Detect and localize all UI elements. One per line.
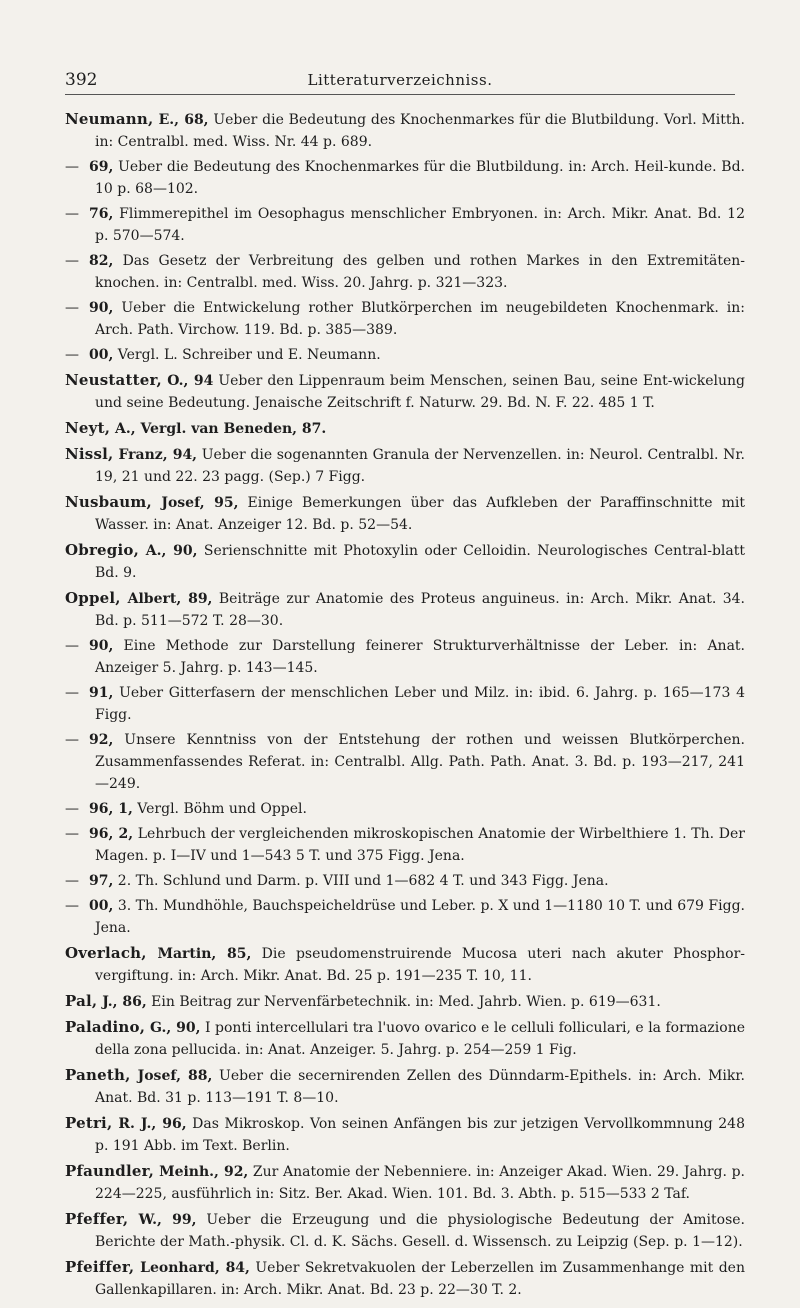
entry-text: I ponti intercellulari tra l'uovo ovarico e le celluli folliculari, e la formazione della zona pellucida. in: Anat. Anzeiger. 5. Jahrg. p. 254—259 1 Fig. [95,1020,746,1058]
entry-year: 76, [89,206,114,222]
bibliography-entry [65,942,745,987]
same-author-dash: — [65,801,79,817]
entry-text: Lehrbuch der vergleichenden mikroskopischen Anatomie der Wirbelthiere 1. Th. Der Magen. p. I—IV und 1—543 5 T. und 375 Figg. Jena. [95,826,745,864]
running-title: Litteraturverzeichniss. [307,71,493,89]
same-author-dash: — [65,206,79,222]
entry-text: Vergl. L. Schreiber und E. Neumann. [113,347,381,363]
entry-year: Albert, 89, [120,591,213,607]
entry-text: Vergl. Böhm und Oppel. [132,801,307,817]
entry-year: 91, [89,685,114,701]
entry-text: Einige Bemerkungen über das Aufkleben der Paraffinschnitte mit Wasser. in: Anat. Anzeiger 12. Bd. p. 52—54. [95,495,745,533]
entry-author: Neyt, [65,419,111,437]
entry-text: Ein Beitrag zur Nervenfärbetechnik. in: Med. Jahrb. Wien. p. 619—631. [146,994,661,1010]
page-header [65,70,735,95]
bibliography-entry [65,369,745,414]
entry-year: Franz, 94, [113,447,198,463]
entry-year: 97, [89,873,114,889]
entry-text: Ueber die Bedeutung des Knochenmarkes für die Blutbildung. in: Arch. Heil-kunde. Bd. 10 p. 68—102. [95,159,745,197]
bibliography-entry [65,823,745,867]
bibliography-entry [65,1160,745,1205]
bibliography-entry [65,729,745,795]
entry-year: 92, [89,732,114,748]
entry-author: Oppel, [65,589,121,607]
entry-text: Ueber die Entwickelung rother Blutkörperchen im neugebildeten Knochenmark. in: Arch. Path. Virchow. 119. Bd. p. 385—389. [95,300,745,338]
entry-text: Ueber die Bedeutung des Knochenmarkes für die Blutbildung. Vorl. Mitth. in: Centralbl. med. Wiss. Nr. 44 p. 689. [95,112,745,150]
bibliography-entry [65,250,745,294]
bibliography-entry [65,1208,745,1253]
entry-year: 96, 2, [89,826,134,842]
entry-year: R. J., 96, [112,1116,187,1132]
bibliography-entry [65,798,745,820]
entry-text: Die pseudomenstruirende Mucosa uteri nach akuter Phosphor-vergiftung. in: Arch. Mikr. Anat. Bd. 25 p. 191—235 T. 10, 11. [95,946,746,984]
same-author-dash: — [65,898,79,914]
entry-year: A., Vergl. van Beneden, 87. [110,421,327,437]
bibliography-entry [65,491,745,536]
same-author-dash: — [65,826,79,842]
same-author-dash: — [65,732,79,748]
entry-year: 96, 1, [89,801,133,817]
entry-text: Ueber die secernirenden Zellen des Dünndarm-Epithels. in: Arch. Mikr. Anat. Bd. 31 p. 113—191 T. 8—10. [95,1068,745,1106]
bibliography-entry [65,297,745,341]
entry-year: 00, [89,347,114,363]
entry-year: G., 90, [145,1020,201,1036]
entry-year: W., 99, [128,1212,197,1228]
entry-author: Overlach, [65,944,147,962]
bibliography-entry [65,870,745,892]
entry-text: Eine Methode zur Darstellung feinerer Strukturverhältnisse der Leber. in: Anat. Anzeiger 5. Jahrg. p. 143—145. [95,638,745,676]
entry-author: Pfaundler, [65,1162,155,1180]
bibliography-entry [65,344,745,366]
entry-author: Paneth, [65,1066,131,1084]
entry-text: Zur Anatomie der Nebenniere. in: Anzeiger Akad. Wien. 29. Jahrg. p. 224—225, ausführlich in: Sitz. Ber. Akad. Wien. 101. Bd. 3. Abth. p. 515—533 2 Taf. [95,1164,745,1202]
bibliography-entry [65,156,745,200]
entry-author: Nissl, [65,445,114,463]
bibliography-entry [65,417,745,440]
same-author-dash: — [65,347,79,363]
entry-text: Das Mikroskop. Von seinen Anfängen bis zur jetzigen Vervollkommnung 248 p. 191 Abb. im Text. Berlin. [95,1116,745,1154]
bibliography-entry [65,895,745,939]
bibliography-entry [65,1064,745,1109]
entry-year: 82, [89,253,114,269]
entry-text: 2. Th. Schlund und Darm. p. VIII und 1—682 4 T. und 343 Figg. Jena. [113,873,609,889]
entry-text: Serienschnitte mit Photoxylin oder Celloidin. Neurologisches Central-blatt Bd. 9. [95,543,745,581]
same-author-dash: — [65,300,79,316]
bibliography-entry [65,682,745,726]
bibliography-entry [65,635,745,679]
entry-year: 90, [89,300,114,316]
same-author-dash: — [65,159,79,175]
entry-author: Obregio, [65,541,140,559]
bibliography-entry [65,990,745,1013]
entry-author: Paladino, [65,1018,146,1036]
entry-author: Neumann, [65,110,154,128]
entry-year: Meinh., 92, [154,1164,249,1180]
same-author-dash: — [65,253,79,269]
bibliography-entry [65,443,745,488]
bibliography-entry [65,1016,745,1061]
bibliography-entry [65,108,745,153]
entry-text: Ueber die Erzeugung und die physiologische Bedeutung der Amitose. Berichte der Math.-physik. Cl. d. K. Sächs. Gesell. d. Wissensch. zu Leipzig (Sep. p. 1—12). [95,1212,746,1250]
entry-year: 69, [89,159,114,175]
same-author-dash: — [65,873,79,889]
same-author-dash: — [65,685,79,701]
entry-text: Ueber die sogenannten Granula der Nervenzellen. in: Neurol. Centralbl. Nr. 19, 21 und 22. 23 pagg. (Sep.) 7 Figg. [95,447,745,485]
entry-author: Neustatter, [65,371,162,389]
entry-year: A., 90, [139,543,198,559]
entry-text: Ueber Gitterfasern der menschlichen Leber und Milz. in: ibid. 6. Jahrg. p. 165—173 4 Figg. [95,685,745,723]
bibliography-entry [65,587,745,632]
entry-author: Pfeiffer, [65,1258,135,1276]
entry-year: Josef, 88, [130,1068,213,1084]
entry-year: O., 94 [161,373,214,389]
entry-author: Pal, [65,992,98,1010]
bibliography-entry [65,203,745,247]
entry-author: Pfeffer, [65,1210,129,1228]
page-number: 392 [65,70,98,90]
bibliography-entry [65,1112,745,1157]
entry-year: 90, [89,638,114,654]
entry-text: Beiträge zur Anatomie des Proteus anguineus. in: Arch. Mikr. Anat. 34. Bd. p. 511—572 T. 28—30. [95,591,745,629]
entry-year: Josef, 95, [151,495,239,511]
entry-year: E., 68, [153,112,209,128]
entry-year: Martin, 85, [146,946,252,962]
entry-year: Leonhard, 84, [134,1260,250,1276]
entry-text: Unsere Kenntniss von der Entstehung der rothen und weissen Blutkörperchen. Zusammenfassendes Referat. in: Centralbl. Allg. Path. Path. Anat. 3. Bd. p. 193—217, 241—249. [95,732,745,792]
entry-author: Nusbaum, [65,493,152,511]
bibliography-list [65,108,745,1304]
entry-text: Das Gesetz der Verbreitung des gelben und rothen Markes in den Extremitäten-knochen. in: Centralbl. med. Wiss. 20. Jahrg. p. 321—323. [95,253,745,291]
same-author-dash: — [65,638,79,654]
bibliography-entry [65,539,745,584]
entry-year: 00, [89,898,114,914]
bibliography-entry [65,1256,745,1301]
entry-year: J., 86, [97,994,147,1010]
entry-text: Ueber Sekretvakuolen der Leberzellen im Zusammenhange mit den Gallenkapillaren. in: Arch. Mikr. Anat. Bd. 23 p. 22—30 T. 2. [95,1260,745,1298]
entry-text: 3. Th. Mundhöhle, Bauchspeicheldrüse und Leber. p. X und 1—1180 10 T. und 679 Figg. Jena. [95,898,745,936]
entry-text: Flimmerepithel im Oesophagus menschlicher Embryonen. in: Arch. Mikr. Anat. Bd. 12 p. 570—574. [95,206,745,244]
entry-text: Ueber den Lippenraum beim Menschen, seinen Bau, seine Ent-wickelung und seine Bedeutung. Jenaische Zeitschrift f. Naturw. 29. Bd. N. F. 22. 485 1 T. [95,373,746,411]
entry-author: Petri, [65,1114,113,1132]
